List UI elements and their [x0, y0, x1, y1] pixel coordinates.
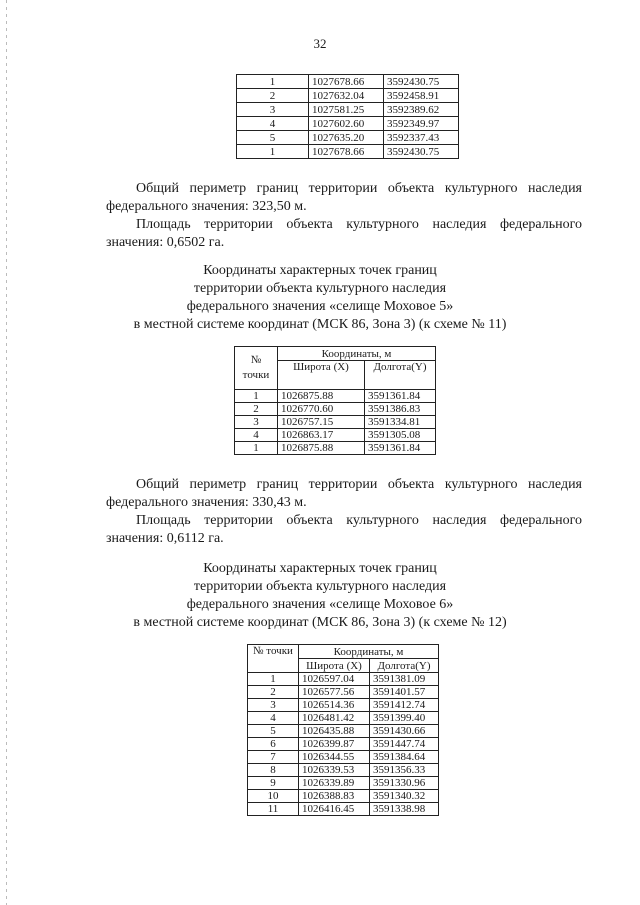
point-number-cell: 1: [235, 390, 278, 403]
longitude-cell: 3591447.74: [370, 738, 439, 751]
latitude-cell: 1026875.88: [278, 442, 365, 455]
longitude-cell: 3591399.40: [370, 712, 439, 725]
point-number-cell: 6: [248, 738, 299, 751]
latitude-cell: 1027678.66: [309, 75, 384, 89]
table1-body: [237, 75, 459, 159]
table-row: [248, 712, 439, 725]
point-number-cell: 2: [248, 686, 299, 699]
table-row: [248, 790, 439, 803]
table-row: [235, 442, 436, 455]
point-number-cell: 1: [248, 673, 299, 686]
latitude-cell: 1027632.04: [309, 89, 384, 103]
table-row: [248, 686, 439, 699]
table-row: [235, 403, 436, 416]
longitude-cell: 3592349.97: [384, 117, 459, 131]
latitude-cell: 1026770.60: [278, 403, 365, 416]
area-text-2: Площадь территории объекта культурного наследия федерального значения: 0,6112 га.: [106, 513, 582, 546]
table-row: [237, 131, 459, 145]
area-paragraph-2: [106, 512, 582, 548]
section-heading-3: [0, 560, 640, 632]
table-row: [237, 89, 459, 103]
longitude-cell: 3592389.62: [384, 103, 459, 117]
latitude-header: Широта (X): [299, 659, 370, 673]
point-number-cell: 1: [235, 442, 278, 455]
heading-line: территории объекта культурного наследия: [193, 579, 447, 594]
longitude-cell: 3591340.32: [370, 790, 439, 803]
latitude-cell: 1026757.15: [278, 416, 365, 429]
table-row: [248, 777, 439, 790]
latitude-cell: 1026514.36: [299, 699, 370, 712]
heading-line: в местной системе координат (МСК 86, Зона 3) (к схеме № 12): [133, 615, 507, 630]
coordinates-table-3: [247, 644, 439, 816]
coordinates-table-1: [236, 74, 459, 159]
point-number-cell: 3: [235, 416, 278, 429]
table-row: [248, 764, 439, 777]
point-number-cell: 4: [235, 429, 278, 442]
latitude-cell: 1026435.88: [299, 725, 370, 738]
longitude-header: Долгота(Y): [370, 659, 439, 673]
point-number-header: № точки: [235, 347, 278, 390]
longitude-cell: 3591384.64: [370, 751, 439, 764]
longitude-cell: 3591386.83: [365, 403, 436, 416]
table-row: [237, 145, 459, 159]
coordinates-header: Координаты, м: [299, 645, 439, 659]
table-row: [237, 75, 459, 89]
longitude-cell: 3591361.84: [365, 390, 436, 403]
perimeter-paragraph-2: [106, 476, 582, 512]
point-number-cell: 1: [237, 75, 309, 89]
longitude-cell: 3591330.96: [370, 777, 439, 790]
longitude-cell: 3591334.81: [365, 416, 436, 429]
point-number-cell: 8: [248, 764, 299, 777]
longitude-cell: 3591381.09: [370, 673, 439, 686]
table-row: [248, 803, 439, 816]
table-row: [237, 103, 459, 117]
point-number-cell: 4: [237, 117, 309, 131]
point-number-cell: 9: [248, 777, 299, 790]
coordinates-table-2: [234, 346, 436, 455]
perimeter-text-1: Общий периметр границ территории объекта культурного наследия федерального значения: 323,50 м.: [106, 181, 582, 214]
table-row: [235, 429, 436, 442]
latitude-cell: 1027602.60: [309, 117, 384, 131]
heading-line: в местной системе координат (МСК 86, Зона 3) (к схеме № 11): [133, 317, 507, 332]
latitude-cell: 1026416.45: [299, 803, 370, 816]
point-number-cell: 3: [237, 103, 309, 117]
latitude-cell: 1026344.55: [299, 751, 370, 764]
area-paragraph-1: [106, 216, 582, 252]
latitude-cell: 1026597.04: [299, 673, 370, 686]
point-number-cell: 5: [237, 131, 309, 145]
latitude-cell: 1026875.88: [278, 390, 365, 403]
heading-line: Координаты характерных точек границ: [203, 561, 437, 576]
longitude-cell: 3592430.75: [384, 75, 459, 89]
latitude-cell: 1027678.66: [309, 145, 384, 159]
table-row: [237, 117, 459, 131]
table-row: [248, 725, 439, 738]
latitude-cell: 1026339.53: [299, 764, 370, 777]
longitude-cell: 3592337.43: [384, 131, 459, 145]
latitude-cell: 1026481.42: [299, 712, 370, 725]
table-row: [248, 751, 439, 764]
latitude-cell: 1026388.83: [299, 790, 370, 803]
longitude-header: Долгота(Y): [365, 361, 436, 390]
heading-line: федерального значения «селище Моховое 6»: [186, 597, 454, 612]
longitude-cell: 3591430.66: [370, 725, 439, 738]
perimeter-paragraph-1: [106, 180, 582, 216]
table-row: [235, 416, 436, 429]
page-number: 32: [313, 36, 327, 51]
longitude-cell: 3591401.57: [370, 686, 439, 699]
area-text-1: Площадь территории объекта культурного наследия федерального значения: 0,6502 га.: [106, 217, 582, 250]
latitude-cell: 1026339.89: [299, 777, 370, 790]
heading-line: федерального значения «селище Моховое 5»: [186, 299, 454, 314]
latitude-header: Широта (X): [278, 361, 365, 390]
scan-edge-line: [6, 0, 7, 905]
point-number-cell: 5: [248, 725, 299, 738]
table-row: [248, 699, 439, 712]
table2-body: [235, 390, 436, 455]
longitude-cell: 3591305.08: [365, 429, 436, 442]
longitude-cell: 3592430.75: [384, 145, 459, 159]
point-number-cell: 7: [248, 751, 299, 764]
longitude-cell: 3591338.98: [370, 803, 439, 816]
point-number-cell: 3: [248, 699, 299, 712]
latitude-cell: 1026863.17: [278, 429, 365, 442]
section-heading-2: [0, 262, 640, 334]
latitude-cell: 1027635.20: [309, 131, 384, 145]
table-row: [248, 673, 439, 686]
point-number-cell: 2: [235, 403, 278, 416]
table-row: [235, 390, 436, 403]
longitude-cell: 3592458.91: [384, 89, 459, 103]
longitude-cell: 3591356.33: [370, 764, 439, 777]
point-number-cell: 2: [237, 89, 309, 103]
table-row: [248, 738, 439, 751]
point-number-cell: 4: [248, 712, 299, 725]
heading-line: Координаты характерных точек границ: [203, 263, 437, 278]
perimeter-text-2: Общий периметр границ территории объекта культурного наследия федерального значения: 330,43 м.: [106, 477, 582, 510]
latitude-cell: 1027581.25: [309, 103, 384, 117]
point-number-cell: 10: [248, 790, 299, 803]
point-number-cell: 1: [237, 145, 309, 159]
coordinates-header: Координаты, м: [278, 347, 436, 361]
latitude-cell: 1026577.56: [299, 686, 370, 699]
latitude-cell: 1026399.87: [299, 738, 370, 751]
table3-body: [248, 673, 439, 816]
longitude-cell: 3591361.84: [365, 442, 436, 455]
heading-line: территории объекта культурного наследия: [193, 281, 447, 296]
point-number-header: № точки: [248, 645, 299, 673]
longitude-cell: 3591412.74: [370, 699, 439, 712]
point-number-cell: 11: [248, 803, 299, 816]
